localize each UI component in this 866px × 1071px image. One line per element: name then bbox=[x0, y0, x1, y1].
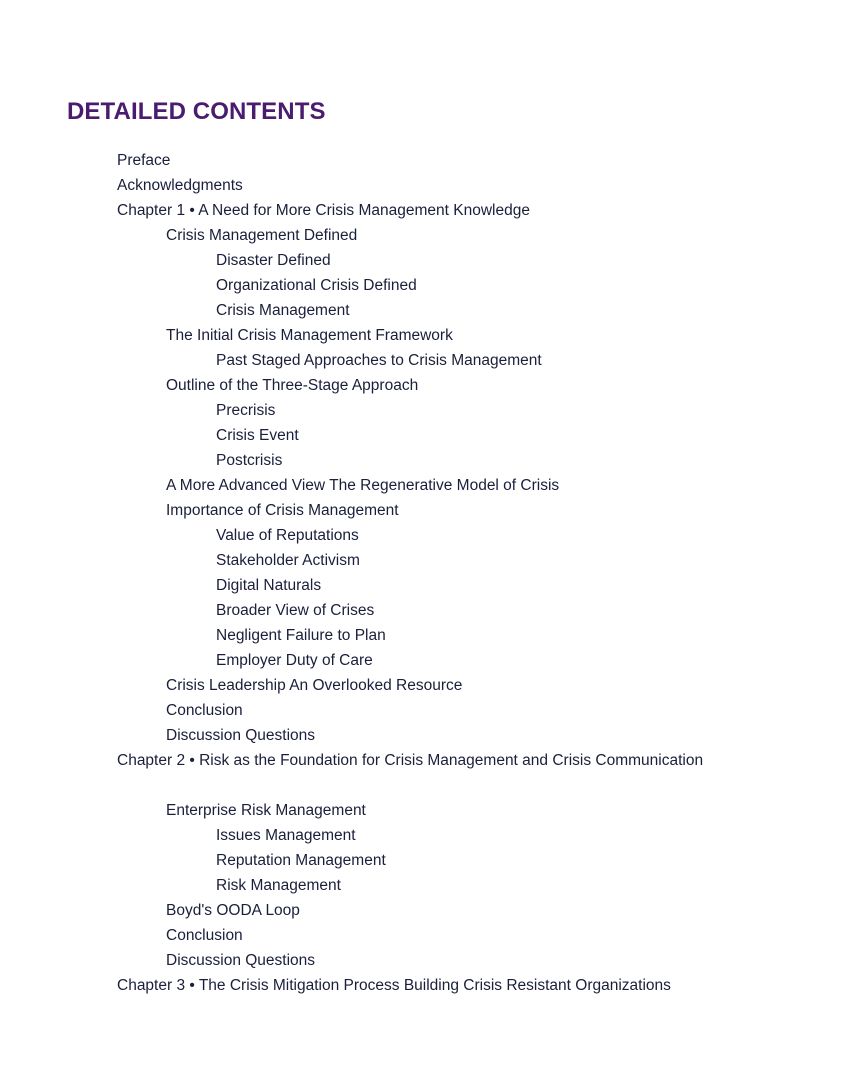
toc-entry: Crisis Leadership An Overlooked Resource bbox=[166, 677, 463, 694]
toc-entry: Crisis Management Defined bbox=[166, 227, 358, 244]
toc-entry: Discussion Questions bbox=[166, 727, 316, 744]
toc-entry: Postcrisis bbox=[216, 452, 283, 469]
toc-entry: Stakeholder Activism bbox=[216, 552, 360, 569]
toc-entry: Outline of the Three-Stage Approach bbox=[166, 377, 419, 394]
toc-entry: Crisis Management bbox=[216, 302, 350, 319]
toc-entry: Crisis Event bbox=[216, 427, 299, 444]
toc-entry: Past Staged Approaches to Crisis Management bbox=[216, 352, 542, 369]
toc-entry: Enterprise Risk Management bbox=[166, 802, 366, 819]
toc-chapter-entry: Chapter 1 • A Need for More Crisis Management Knowledge bbox=[117, 202, 530, 219]
toc-entry: Conclusion bbox=[166, 702, 243, 719]
toc-entry: Reputation Management bbox=[216, 852, 386, 869]
toc-chapter-entry: Chapter 3 • The Crisis Mitigation Process Building Crisis Resistant Organizations bbox=[117, 977, 671, 994]
toc-entry: Discussion Questions bbox=[166, 952, 316, 969]
toc-chapter-entry: Acknowledgments bbox=[117, 177, 243, 194]
toc-entry: Broader View of Crises bbox=[216, 602, 375, 619]
toc-entry: Organizational Crisis Defined bbox=[216, 277, 417, 294]
toc-chapter-entry: Chapter 2 • Risk as the Foundation for Crisis Management and Crisis Communication bbox=[117, 752, 704, 769]
toc-chapter-entry: Preface bbox=[117, 152, 171, 169]
toc-entry: Boyd's OODA Loop bbox=[166, 902, 300, 919]
toc-entry: Conclusion bbox=[166, 927, 243, 944]
toc-entry: Risk Management bbox=[216, 877, 341, 894]
toc-entry: The Initial Crisis Management Framework bbox=[166, 327, 453, 344]
toc-entry: Disaster Defined bbox=[216, 252, 331, 269]
page-title: DETAILED CONTENTS bbox=[67, 98, 326, 125]
toc-entry: Employer Duty of Care bbox=[216, 652, 373, 669]
toc-entry: Value of Reputations bbox=[216, 527, 359, 544]
toc-entry: Importance of Crisis Management bbox=[166, 502, 399, 519]
toc-entry: Issues Management bbox=[216, 827, 356, 844]
toc-entry: Precrisis bbox=[216, 402, 276, 419]
toc-entry: A More Advanced View The Regenerative Model of Crisis bbox=[166, 477, 560, 494]
toc-entry: Digital Naturals bbox=[216, 577, 322, 594]
toc-entry: Negligent Failure to Plan bbox=[216, 627, 386, 644]
